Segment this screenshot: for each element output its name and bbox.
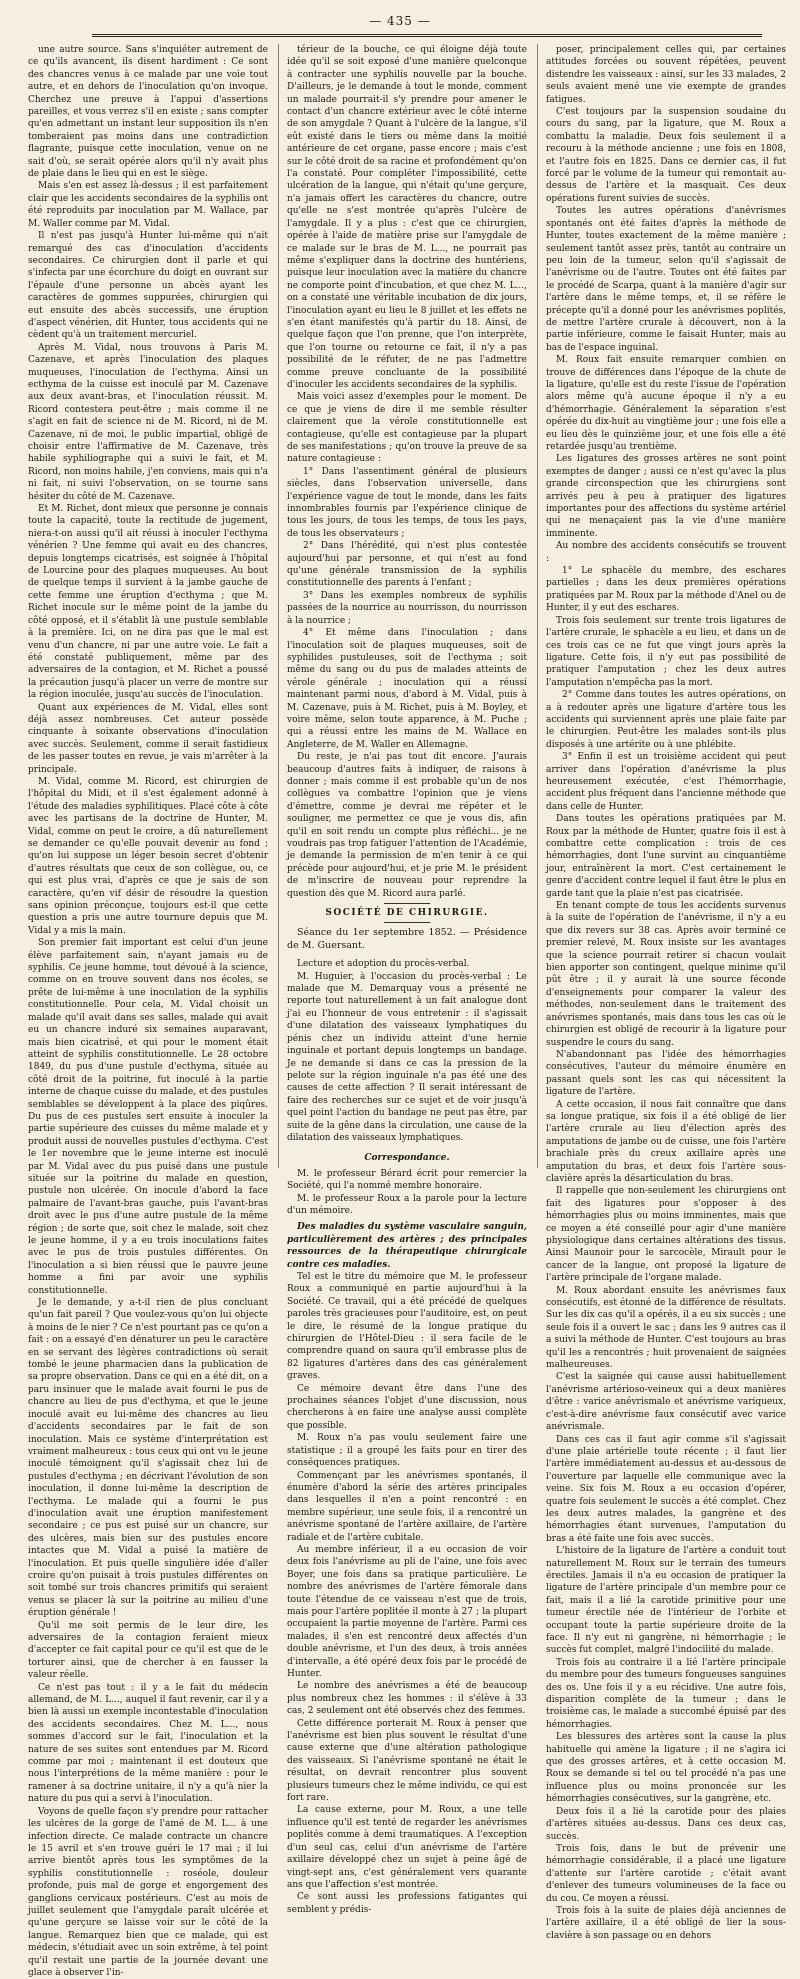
paragraph: Ce sont aussi les professions fatigantes qui semblent y prédis- [287, 1892, 527, 1915]
paragraph: Qu'il me soit permis de le leur dire, les adversaires de la contagion feraient mieux d'accepter ce fait capital pour ce qu'il est que de le torturer ainsi, que de chercher à en fausser la valeur réelle. [28, 1620, 268, 1681]
header-rule [92, 34, 762, 37]
paragraph: Et M. Richet, dont mieux que personne je connais toute la capacité, toute la rectitude de jugement, niera-t-on aussi qu'il ait réussi à inoculer l'ecthyma vénérien ? Une femme qui avait eu des chancres, depuis longtemps cicatrisés, est soignée à l'hôpital de Lourcine pour des plaques muqueuses. Au bout de quelque temps il survient à la jambe gauche de cette femme une éruption d'ecthyma ; que M. Richet inocule sur le même point de la jambe du côté opposé, et il s'établit là une pustule semblable à la première. Ici, on ne dira pas que le mal est venu d'un chancre, ni par une autre voie. Le fait a été constaté publiquement, même par des adversaires de la contagion, et M. Richet a poussé la précaution jusqu'à placer un verre de montre sur la région inoculée, jusqu'au succès de l'inoculation. [28, 504, 268, 701]
paragraph: Mais voici assez d'exemples pour le moment. De ce que je viens de dire il me semble résulter clairement que la vérole constitutionnelle est contagieuse, qu'elle est contagieuse par la plupart de ses manifestations ; qu'on trouve la preuve de sa nature contagieuse : [287, 392, 527, 465]
paragraph: M. Roux abordant ensuite les anévrismes faux consécutifs, est étonné de la différence de résultats. Sur les dix cas qu'il a opérés, il a eu six succès ; une seule fois il a ouvert le sac ; dans les 9 autres cas il a suivi la méthode de Hunter. C'est toujours au bras qu'il les a rencontrés ; huit provenaient de saignées malheureuses. [546, 1285, 786, 1371]
paragraph: Trois fois, dans le but de prévenir une hémorrhagie considérable, il a placé une ligature d'attente sur l'artère carotide ; c'était avant d'enlever des tumeurs volumineuses de la face ou du cou. Ce moyen a réussi. [546, 1843, 786, 1904]
paragraph: N'abandonnant pas l'idée des hémorrhagies consécutives, l'auteur du mémoire énumère en passant quels sont les cas qui nécessitent la ligature de l'artère. [546, 1049, 786, 1098]
page-number: — 435 — [369, 14, 431, 28]
paragraph: En tenant compte de tous les accidents survenus à la suite de l'opération de l'anévrisme, il n'y a eu que dix revers sur 38 cas. Après avoir terminé ce premier relevé, M. Roux insiste sur les avantages que la science pourrait retirer si chacun voulait bien apporter son contingent, quelque minime qu'il pût être ; il y aurait là une source féconde d'enseignements pour comparer la valeur des méthodes, non-seulement dans le traitement des anévrismes spontanés, mais dans tous les cas où le chirurgien est obligé de recourir à la ligature pour suspendre le cours du sang. [546, 901, 786, 1048]
list-item: 3° Enfin il est un troisième accident qui peut arriver dans l'opération d'anévrisme la plus heureusement exécutée, c'est l'hémorrhagie, accident plus fréquent dans l'ancienne méthode que dans celle de Hunter. [546, 752, 786, 812]
paragraph: M. Roux n'a pas voulu seulement faire une statistique ; il a groupé les faits pour en tirer des conséquences pratiques. [287, 1433, 527, 1469]
paragraph: Au membre inférieur, il a eu occasion de voir deux fois l'anévrisme au pli de l'aine, une fois avec Boyer, une fois dans sa pratique particulière. Le nombre des anévrismes de l'artère fémorale dans toute l'étendue de ce vaisseau n'est que de trois, mais pour l'artère poplitée il monte à 27 ; la plupart occupaient la partie moyenne de l'artère. Parmi ces malades, il s'en est rencontré deux affectés d'un double anévrisme, et l'un des deux, à trois années d'intervalle, a été opéré deux fois par le procédé de Hunter. [287, 1544, 527, 1679]
session-line: Séance du 1er septembre 1852. — Présidence de M. Guersant. [287, 927, 527, 951]
column-3 [537, 44, 786, 1941]
paragraph: Cette différence porterait M. Roux à penser que l'anévrisme est bien plus souvent le résultat d'une cause externe que d'une altération pathologique des vaisseaux. Si l'anévrisme spontané ne était le résultat, on devrait rencontrer plus souvent plusieurs tumeurs chez le même individu, ce qui est fort rare. [287, 1718, 527, 1804]
paragraph: Trois fois seulement sur trente trois ligatures de l'artère crurale, le sphacèle a eu lieu, et dans un de ces trois cas ce ne fut que vingt jours après la ligature. Cette fois, il n'y eut pas possibilité de pratiquer l'amputation ; chez les deux autres l'amputation n'empêcha pas la mort. [546, 615, 786, 688]
paragraph: M. le professeur Roux a la parole pour la lecture d'un mémoire. [287, 1193, 527, 1216]
paragraph: Dans toutes les opérations pratiquées par M. Roux par la méthode de Hunter, quatre fois il est à combattre cette complication : trois de ces hémorrhagies, dont l'une survint au cinquantième jour, entraînèrent la mort. C'est certainement le genre d'accident contre lequel il faut être le plus en garde tant que la plaie n'est pas cicatrisée. [546, 814, 786, 899]
column-1 [28, 44, 268, 1978]
paragraph: Commençant par les anévrismes spontanés, il énumère d'abord la série des artères principales dans lesquelles il n'en a point rencontré : en membre supérieur, une seule fois, il a rencontré un anévrisme spontané de l'artère axillaire, de l'artère radiale et de l'artère cubitale. [287, 1470, 527, 1543]
paragraph: Dans ces cas il faut agir comme s'il s'agissait d'une plaie artérielle toute récente ; il faut lier l'artère immédiatement au-dessus et au-dessous de l'ouverture par laquelle elle communique avec la veine. Six fois M. Roux a eu occasion d'opérer, quatre fois seulement le succès a été complet. Chez les deux autres malades, la gangrène et des hémorrhagies étant survenues, l'amputation du bras a été faite une fois avec succès. [546, 1434, 786, 1544]
paragraph: une autre source. Sans s'inquiéter autrement de ce qu'ils avancent, ils disent hardiment : Ce sont des chancres venus à ce malade par une voie tout autre, et en dehors de l'inoculation qu'on invoque. Cherchez une preuve à l'appui d'assertions pareilles, et vous verrez s'il en existe ; sans compter qu'en admettant un instant leur supposition ils n'en tomberaient pas moins dans une contradiction flagrante, puisque cette inoculation, venue on ne sait d'où, se serait opérée alors qu'il n'y avait plus de plaie dans le lieu qui en est le siège. [28, 45, 268, 180]
column-2 [278, 44, 527, 1915]
paragraph: Après M. Vidal, nous trouvons à Paris M. Cazenave, et après l'inoculation des plaques muqueuses, l'inoculation de l'ecthyma. Ainsi un ecthyma de la cuisse est inoculé par M. Cazenave aux deux avant-bras, et l'inoculation réussit. M. Ricord contestera peut-être ; mais comme il ne s'agit en fait de science ni de M. Ricord, ni de M. Cazenave, ni de moi, le public impartial, obligé de choisir entre l'affirmative de M. Cazenave, très habile syphiliographe qui a suivi le fait, et M. Ricord, non moins habile, j'en conviens, mais qui n'a ni fait, ni suivi l'observation, on se tourne sans hésiter du côté de M. Cazenave. [28, 342, 268, 502]
list-item: 1° Le sphacèle du membre, des eschares partielles ; dans les deux premières opérations pratiquées par M. Roux par la méthode d'Anel ou de Hunter, il y eut des eschares. [546, 566, 786, 614]
paragraph: M. Roux fait ensuite remarquer combien on trouve de différences dans l'époque de la chute de la ligature, qu'elle est du reste l'issue de l'opération alors même qu'à aucune époque il n'y a eu d'hémorrhagie. Généralement la séparation s'est opérée du dix-huit au vingtième jour ; une fois elle a eu lieu dès le quinzième jour, et une fois elle a été retardée jusqu'au trentième. [546, 355, 786, 452]
paragraph: Voyons de quelle façon s'y prendre pour rattacher les ulcères de la gorge de l'amé de M. L... à une infection directe. Ce malade contracte un chancre le 15 avril et s'en trouve guéri le 17 mai ; il lui arrive bientôt après tous les symptômes de la syphilis constitutionnelle : roséole, douleur profonde, puis mal de gorge et engorgement des ganglions cervicaux postérieurs. C'est au mois de juillet seulement que l'amygdale paraît ulcérée et qu'une gerçure se laisse voir sur le côté de la langue. Remarquez bien que ce malade, qui est médecin, s'étudiait avec un soin extrême, à tel point qu'il restait une partie de la journée devant une glace à observer l'in- [28, 1806, 268, 1978]
paragraph: M. Huguier, à l'occasion du procès-verbal : Le malade que M. Demarquay vous a présenté ne reporte tout naturellement à un fait analogue dont j'ai eu l'honneur de vous entretenir : il s'agissait d'une dilatation des vaisseaux lymphatiques du pénis chez un individu atteint d'une hernie inguinale et portant depuis longtemps un bandage. Je ne demande si dans ce cas la pression de la pelote sur la région inguinale n'a pas été une des causes de cette affection ? Il serait intéressant de faire des recherches sur ce sujet et de voir jusqu'à quel point l'action du bandage ne peut pas être, par suite de la gêne dans la circulation, une cause de la dilatation des vaisseaux lymphatiques. [287, 971, 527, 1143]
paragraph: Du reste, je n'ai pas tout dit encore. J'aurais beaucoup d'autres faits à indiquer, de raisons à donner ; mais comme il est probable qu'un de nos collègues va combattre l'opinion que je viens d'émettre, comme je devrai me répéter et le souligner, me permettez ce que je vous dis, afin qu'il en soit rendu un compte plus réfléchi... je ne voudrais pas trop fatiguer l'attention de l'Académie, je demande la permission de m'en tenir à ce qui précède pour aujourd'hui, et je prie M. le président de m'inscrire de nouveau pour reprendre la question dès que M. Ricord aura parlé. [287, 752, 527, 899]
text-columns [28, 44, 786, 1978]
list-item: 2° Dans l'hérédité, qui n'est plus contestée aujourd'hui par personne, et qui n'est au fond qu'une générale transmission de la syphilis constitutionnelle des parents à l'enfant ; [287, 541, 527, 589]
paragraph: Ce n'est pas tout : il y a le fait du médecin allemand, de M. L..., auquel il faut revenir, car il y a bien là aussi un exemple incontestable d'inoculation des accidents secondaires. Chez M. L..., nous sommes d'accord sur le fait, l'inoculation et la nature de ses suites sont entendues par M. Ricord comme par moi ; maintenant il est douteux que nous l'interprétions de la même manière : pour le ramener à sa doctrine unitaire, il n'y a qu'à nier la nature du pus qui a servi à l'inoculation. [28, 1682, 268, 1805]
paragraph: térieur de la bouche, ce qui éloigne déjà toute idée qu'il se soit exposé d'une manière quelconque à contracter une syphilis nouvelle par la bouche. D'ailleurs, je le demande à tout le monde, comment un malade pourrait-il s'y prendre pour amener le contact d'un chancre extérieur avec le côté interne de son amygdale ? Quant à l'ulcère de la langue, s'il eût existé dans le tiers ou même dans la moitié antérieure de cet organe, passe encore ; mais c'est sur le côté droit de sa racine et profondément qu'on l'a constaté. Pour compléter l'impossibilité, cette ulcération de la langue, qui n'était qu'une gerçure, n'a jamais offert les caractères du chancre, outre qu'elle ne s'est montrée qu'après l'ulcère de l'amygdale. Il y a plus : c'est que ce chirurgien, opérée à l'aide de matière prise sur l'amygdale de ce malade sur le bras de M. L..., ne pourrait pas même s'expliquer dans la doctrine des huntériens, puisque leur inoculation avec la matière du chancre ne comporte point d'incubation, et que chez M. L..., on a constaté une véritable incubation de dix jours, l'inoculation ayant eu lieu le 8 juillet et les effets ne s'en étant manifestés qu'à partir du 18. Ainsi, de quelque façon que l'on prenne, que l'on interprète, que l'on tourne ou retourne ce fait, il n'y a pas possibilité de le réfuter, de ne pas l'admettre comme preuve concluante de la possibilité d'inoculer les accidents secondaires de la syphilis. [287, 45, 527, 390]
paragraph: Toutes les autres opérations d'anévrismes spontanés ont été faites d'après la méthode de Hunter, toutes exactement de la même manière ; seulement tantôt assez près, tantôt au contraire un peu loin de la tumeur, selon qu'il s'agissait de l'anévrisme ou de l'autre. Toutes ont été faites par le procédé de Scarpa, quant à la manière d'agir sur l'artère dans le même temps, et, il se réfère le précepte qu'il a donné pour les anévrismes poplités, de mettre l'artère crurale à découvert, non à la partie inférieure, comme le faisait Hunter, mais au bas de l'espace inguinal. [546, 206, 786, 353]
paragraph: Il n'est pas jusqu'à Hunter lui-même qui n'ait remarqué des cas d'inoculation d'accidents secondaires. Ce chirurgien dont il parle et qui s'infecta par une écorchure du doigt en ouvrant sur l'épaule d'une personne un abcès ayant les caractères de gommes suppurées, chirurgien qui eut ensuite des abcès successifs, une éruption d'aspect vénérien, dit Hunter, tous accidents qui ne cèdent qu'à un traitement mercuriel. [28, 231, 268, 341]
paragraph: Son premier fait important est celui d'un jeune élève parfaitement sain, n'ayant jamais eu de syphilis. Ce jeune homme, tout dévoué à la science, comme on en trouve souvent dans nos écoles, se prête de lui-même à une inoculation de la syphilis constitutionnelle. Pour cela, M. Vidal choisit un malade qu'il avait dans ses salles, malade qui avait eu un chancre induré six semaines auparavant, mais bien cicatrisé, et qui pour le moment était atteint de syphilis constitutionnelle. Le 28 octobre 1849, du pus d'une pustule d'ecthyma, située au côté droit de la poitrine, fut inoculé à la partie interne de chaque cuisse du malade, et des pustules semblables se développent à la place des piqûres. Du pus de ces pustules sert ensuite à inoculer la partie supérieure des cuisses du même malade et y produit aussi de nouvelles pustules d'ecthyma. C'est le 1er novembre que le jeune interne est inoculé par M. Vidal avec du pus puisé dans une pustule située sur la poitrine du malade en question, pustule non ulcérée. On inocule d'abord la face palmaire de l'avant-bras gauche, puis l'avant-bras droit avec le pus d'une autre pustule de la même région ; de sorte que, soit chez le malade, soit chez le jeune homme, il y a eu trois inoculations faites avec le pus de trois pustules différentes. On l'inoculation a si bien réussi que le pauvre jeune homme a fini par avoir une syphilis constitutionnelle. [28, 938, 268, 1296]
paragraph: Deux fois il a lié la carotide pour des plaies d'artères situées au-dessus. Dans ces deux cas, succès. [546, 1806, 786, 1842]
paragraph: M. le professeur Bérard écrit pour remercier la Société, qui l'a nommé membre honoraire. [287, 1168, 527, 1192]
paragraph: M. Vidal, comme M. Ricord, est chirurgien de l'hôpital du Midi, et il s'est également adonné à l'étude des maladies syphilitiques. Placé côte à côte avec les partisans de la doctrine de Hunter, M. Vidal, comme on peut le croire, a dû naturellement se demander ce qu'elle pouvait devenir au fond ; qu'on lui suppose un léger besoin secret d'obtenir d'autres résultats que ceux de son collègue, ou, ce qui est plus vrai, d'après ce que je sais de son caractère, qu'en vif désir de résoudre la question sans opinion préconçue, toujours est-il que cette question a pris une autre tournure depuis que M. Vidal y a mis la main. [28, 776, 268, 936]
paragraph: Tel est le titre du mémoire que M. le professeur Roux a communiqué en partie aujourd'hui à la Société. Ce travail, qui a été précédé de quelques paroles très gracieuses pour l'auditoire, est, on peut le dire, le résumé de la longue pratique du chirurgien de l'Hôtel-Dieu : il sera facile de le comprendre quand on saura qu'il embrasse plus de 82 ligatures d'artères dans des cas généralement graves. [287, 1272, 527, 1382]
paragraph: Quant aux expériences de M. Vidal, elles sont déjà assez nombreuses. Cet auteur possède cinquante à soixante observations d'inoculation avec succès. Seulement, comme il serait fastidieux de les passer toutes en revue, je vais m'arrêter à la principale. [28, 702, 268, 775]
paragraph: C'est la saignée qui cause aussi habituellement l'anévrisme artérioso-veineux qui a deux manières d'être : varice anévrismale et anévrisme variqueux, c'est-à-dire anévrisme faux consécutif avec varice anévrismale. [546, 1372, 786, 1433]
list-item: 2° Comme dans toutes les autres opérations, on a à redouter après une ligature d'artère tous les accidents qui surviennent après une plaie faite par le chirurgien. Peut-être les malades sont-ils plus disposés à une artérite ou à une phlébite. [546, 690, 786, 750]
paragraph: L'histoire de la ligature de l'artère a conduit tout naturellement M. Roux sur le terrain des tumeurs érectiles. Jamais il n'a eu occasion de pratiquer la ligature de l'artère principale d'un membre pour ce fait, mais il a lié la carotide primitive pour une tumeur érectile née de l'intérieur de l'orbite et occupant toute la partie supérieure droite de la face. Il n'y eut ni gangrène, ni hémorrhagie ; le succès fut complet, malgré l'indocilité du malade. [546, 1546, 786, 1656]
paragraph: Ce mémoire devant être dans l'une des prochaines séances l'objet d'une discussion, nous chercherons à en faire une analyse aussi complète que possible. [287, 1383, 527, 1431]
paragraph: poser, principalement celles qui, par certaines attitudes forcées ou souvent répétées, peuvent distendre les vaisseaux : ainsi, sur les 33 malades, 2 seuls avaient mené une vie exempte de grandes fatigues. [546, 45, 786, 105]
section-heading: SOCIÉTÉ DE CHIRURGIE. [287, 903, 527, 923]
subsection-heading: Correspondance. [364, 1153, 450, 1164]
paragraph: Lecture et adoption du procès-verbal. [297, 959, 470, 970]
paragraph: Les ligatures des grosses artères ne sont point exemptes de danger ; aussi ce n'est qu'avec la plus grande circonspection que les chirurgiens sont arrivés peu à peu à pratiquer des ligatures importantes pour des affections du système artériel qui ne menaçaient pas la vie d'une manière imminente. [546, 454, 786, 539]
paragraph: A cette occasion, il nous fait connaître que dans sa longue pratique, six fois il a été obligé de lier l'artère crurale au lieu d'élection après des amputations de jambe ou de cuisse, une fois l'artère brachiale près du creux axillaire après une amputation du bras, et deux fois l'artère sous-clavière après la désarticulation du bras. [546, 1099, 786, 1184]
paragraph: Trois fois au contraire il a lié l'artère principale du membre pour des tumeurs fongueuses sanguines des os. Une fois il y a eu récidive. Une autre fois, disparition complète de la tumeur ; dans le troisième cas, le malade a succombé épuisé par des hémorrhagies. [546, 1657, 786, 1730]
paragraph: Les blessures des artères sont la cause la plus habituelle qui amène la ligature ; il ne s'agira ici que des grosses artères, et à cette occasion M. Roux se demande si tel ou tel procédé n'a pas une influence plus ou moins prononcée sur les hémorrhagies consécutives, sur la gangrène, etc. [546, 1732, 786, 1805]
paragraph: Trois fois à la suite de plaies déjà anciennes de l'artère axillaire, il a été obligé de lier la sous-clavière à son passage ou en dehors [546, 1905, 786, 1941]
paragraph: C'est toujours par la suspension soudaine du cours du sang, par la ligature, que M. Roux a combattu la maladie. Deux fois seulement il a recouru à la méthode ancienne ; une fois en 1808, et l'autre fois en 1825. Dans ce dernier cas, il fut forcé par le volume de la tumeur qui remontait au-dessus de l'artère et la masquait. Ces deux opérations furent suivies de succès. [546, 107, 786, 204]
paragraph: Je le demande, y a-t-il rien de plus concluant qu'un fait pareil ? Que voulez-vous qu'on lui objecte à moins de le nier ? Ce n'est pourtant pas ce qu'on a fait : on a essayé d'en dénaturer un peu le caractère en se servant des légères contradictions où serait tombé le jeune pharmacien dans la publication de sa propre observation. Dans ce qui en a été dit, on a paru insinuer que le malade avait fourni le pus de chancre au lieu de pus d'ecthyma, et que le jeune inoculé avait eu lui-même des chancres au lieu d'accidents secondaires par le fait de son inoculation. Mais ce système d'interprétation est vraiment malheureux : tous ceux qui ont vu le jeune inoculé témoignent qu'il s'agissait chez lui de pustules d'ecthyma ; en décrivant l'évolution de son inoculation, il donne lui-même la description de l'ecthyma. Le malade qui a fourni le pus d'inoculation avait une éruption manifestement secondaire ; ce pus est puisé sur un chancre, sur des ulcères, mais bien sur des pustules encore intactes que M. Vidal a puisé la matière de l'inoculation. Et puis quelle singulière idée d'aller croire qu'on puisait à trois pustules différentes on soit tombé sur trois chancres primitifs qui seraient venus se placer là sur la poitrine au milieu d'une éruption générale ! [28, 1298, 268, 1619]
paragraph: Au nombre des accidents consécutifs se trouvent : [546, 541, 786, 564]
list-item: 4° Et même dans l'inoculation ; dans l'inoculation soit de plaques muqueuses, soit de syphilides pustuleuses, soit de l'ecthyma ; soit même du sang ou du pus de malades atteints de vérole générale ; inoculation qui a réussi maintenant parmi nous, d'abord à M. Vidal, puis à M. Cazenave, puis à M. Richet, puis à M. Boyley, et voire même, selon toute apparence, à M. Puche ; qui a réussi entre les mains de M. Wallace en Angleterre, de M. Waller en Allemagne. [287, 628, 527, 750]
paragraph: Le nombre des anévrismes a été de beaucoup plus nombreux chez les hommes : il s'élève à 33 cas, 2 seulement ont été observés chez des femmes. [287, 1681, 527, 1717]
paragraph: Mais s'en est assez là-dessus ; il est parfaitement clair que les accidents secondaires de la syphilis ont été reproduits par inoculation par M. Wallace, par M. Waller comme par M. Vidal. [28, 181, 268, 229]
paragraph: Il rappelle que non-seulement les chirurgiens ont fait des ligatures pour s'opposer à des hémorrhagies plus ou moins imminentes, mais que ce moyen a été conseillé pour agir d'une manière physiologique dans certaines altérations des tissus. Ainsi Maunoir pour le sarcocèle, Mirault pour le cancer de la langue, ont proposé la ligature de l'artère principale de l'organe malade. [546, 1186, 786, 1284]
article-title: Des maladies du système vasculaire sanguin, particulièrement des artères ; des principales ressources de la thérapeutique chirurgicale contre ces maladies. [287, 1222, 527, 1270]
paragraph: La cause externe, pour M. Roux, a une telle influence qu'il est tenté de regarder les anévrismes poplités comme à demi traumatiques. A l'exception d'un seul cas, celui d'un anévrisme de l'artère axillaire développé chez un sujet à peine âgé de vingt-sept ans, c'est généralement vers quarante ans que l'affection s'est montrée. [287, 1805, 527, 1890]
list-item: 3° Dans les exemples nombreux de syphilis passées de la nourrice au nourrisson, du nourrisson à la nourrice ; [287, 590, 527, 626]
list-item: 1° Dans l'assentiment général de plusieurs siècles, dans l'observation universelle, dans l'expérience vague de tout le monde, dans les faits innombrables fournis par l'expérience clinique de tous les jours, de tous les temps, de tous les pays, de tous les observateurs ; [287, 466, 527, 539]
